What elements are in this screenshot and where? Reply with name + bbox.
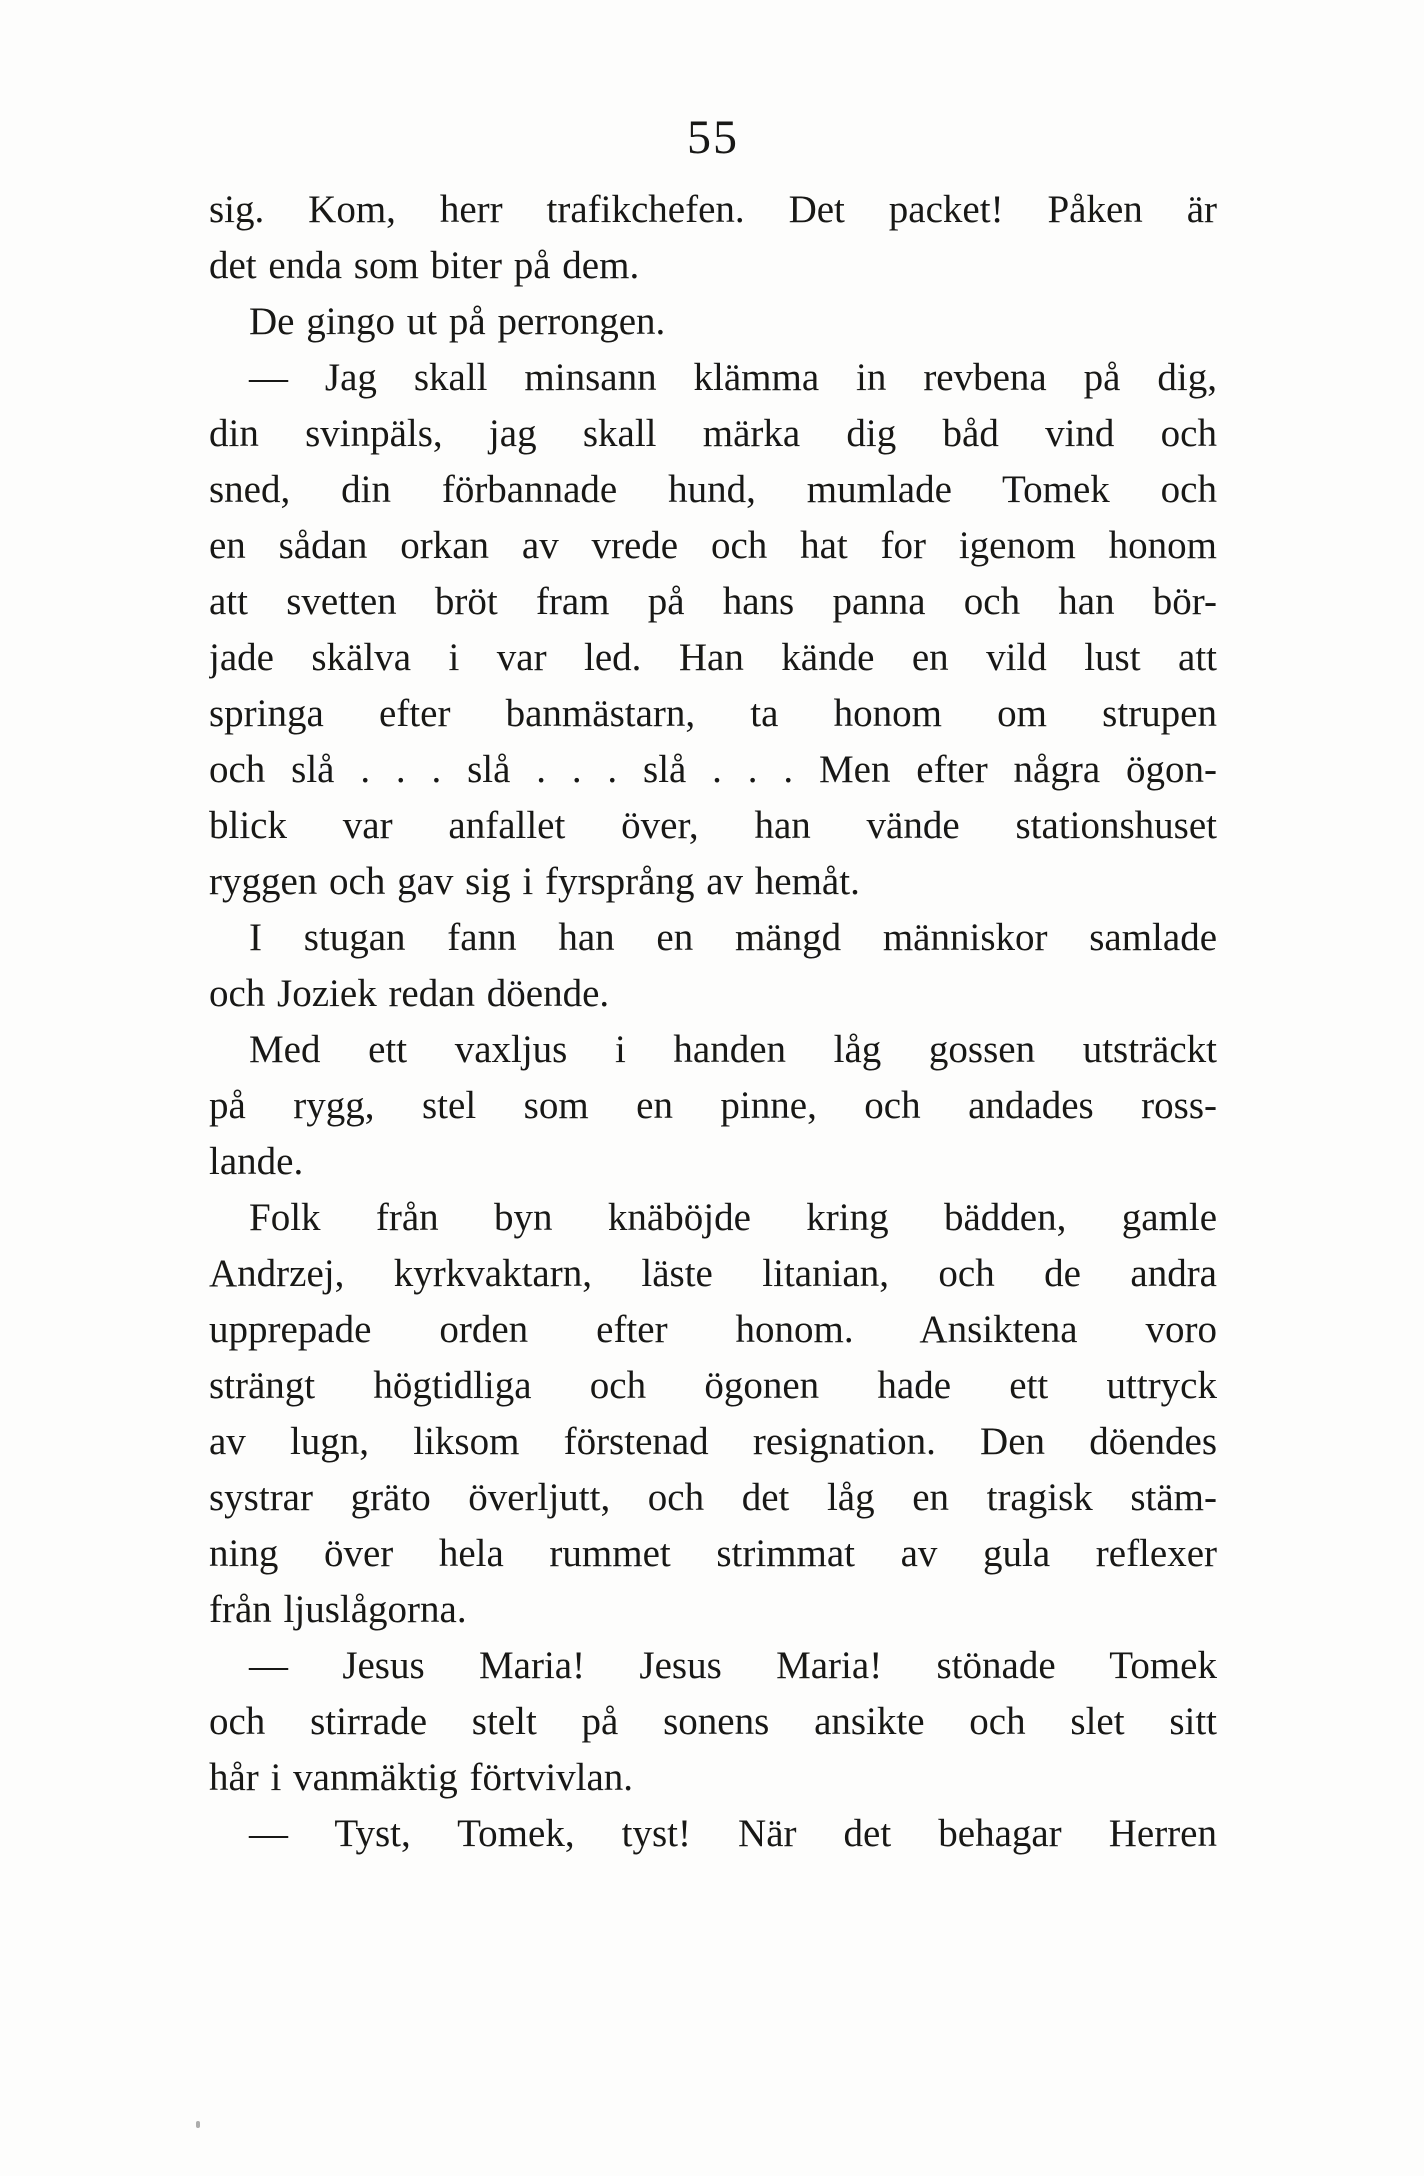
text-line: De gingo ut på perrongen. — [249, 300, 666, 343]
text-line: Med ett vaxljus i handen låg gossen utsträckt — [249, 1028, 1217, 1071]
text-line: från ljuslågorna. — [209, 1588, 467, 1631]
text-line: att svetten bröt fram på hans panna och han bör- — [209, 580, 1217, 623]
text-line: av lugn, liksom förstenad resignation. Den döendes — [209, 1420, 1217, 1463]
text-line: systrar gräto överljutt, och det låg en tragisk stäm- — [209, 1476, 1217, 1519]
text-line: upprepade orden efter honom. Ansiktena voro — [209, 1308, 1217, 1351]
text-line: lande. — [209, 1140, 304, 1183]
text-line: — Jesus Maria! Jesus Maria! stönade Tomek — [249, 1644, 1217, 1687]
body-text — [209, 182, 1217, 1862]
text-line: jade skälva i var led. Han kände en vild lust att — [209, 636, 1217, 679]
text-line: din svinpäls, jag skall märka dig båd vind och — [209, 412, 1217, 455]
text-line: en sådan orkan av vrede och hat for igenom honom — [209, 524, 1217, 567]
text-line: och Joziek redan döende. — [209, 972, 610, 1015]
page-number: 55 — [687, 111, 739, 164]
text-line: blick var anfallet över, han vände stationshuset — [209, 804, 1217, 847]
text-line: Folk från byn knäböjde kring bädden, gamle — [249, 1196, 1217, 1239]
text-line: det enda som biter på dem. — [209, 244, 640, 287]
text-line: strängt högtidliga och ögonen hade ett uttryck — [209, 1364, 1217, 1407]
scan-artifact-speck — [196, 2121, 200, 2128]
text-line: och stirrade stelt på sonens ansikte och slet sitt — [209, 1700, 1217, 1743]
text-line: I stugan fann han en mängd människor samlade — [249, 916, 1217, 959]
text-line: — Jag skall minsann klämma in revbena på dig, — [249, 356, 1217, 399]
text-line: Andrzej, kyrkvaktarn, läste litanian, och de andra — [209, 1252, 1217, 1295]
text-line: och slå . . . slå . . . slå . . . Men efter några ögon- — [209, 748, 1217, 791]
text-line: sig. Kom, herr trafikchefen. Det packet! Påken är — [209, 188, 1217, 231]
text-line: hår i vanmäktig förtvivlan. — [209, 1756, 634, 1799]
text-line: springa efter banmästarn, ta honom om strupen — [209, 692, 1217, 735]
text-line: på rygg, stel som en pinne, och andades ross- — [209, 1084, 1217, 1127]
text-line: ning över hela rummet strimmat av gula reflexer — [209, 1532, 1217, 1575]
text-line: ryggen och gav sig i fyrsprång av hemåt. — [209, 860, 860, 903]
text-line: sned, din förbannade hund, mumlade Tomek och — [209, 468, 1217, 511]
text-line: — Tyst, Tomek, tyst! När det behagar Herren — [249, 1812, 1217, 1855]
